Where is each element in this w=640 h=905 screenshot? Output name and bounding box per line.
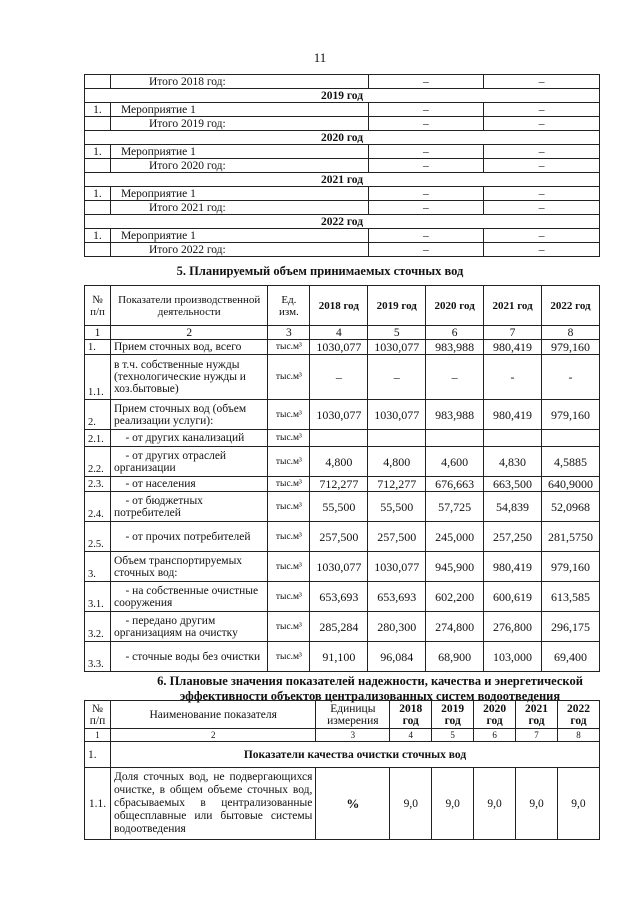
value-cell: 653,693 [310, 582, 368, 612]
col-number: 6 [426, 326, 484, 340]
value-cell: – [484, 145, 600, 159]
value-cell: 281,5750 [542, 522, 600, 552]
value-cell: 979,160 [542, 340, 600, 355]
event-row [85, 187, 600, 201]
value-cell: - [484, 355, 542, 400]
event-label: Мероприятие 1 [110, 145, 368, 159]
table-header-row [85, 701, 600, 729]
col-number: 6 [474, 729, 516, 742]
value-cell: 68,900 [426, 642, 484, 672]
value-cell [426, 430, 484, 447]
value-cell: 600,619 [484, 582, 542, 612]
value-cell: – [484, 159, 600, 173]
value-cell: 57,725 [426, 492, 484, 522]
value-cell: – [484, 243, 600, 257]
unit-cell: тыс.м³ [268, 340, 310, 355]
value-cell: 274,800 [426, 612, 484, 642]
indicator-label: - сточные воды без очистки [110, 642, 268, 672]
header-2021: 2021 год [516, 701, 558, 729]
header-unit: Единицы измерения [316, 701, 390, 729]
section-6-title: 6. Плановые значения показателей надежности, качества и энергетической эффективности объектов централизованных систем водоотведения [157, 674, 583, 703]
value-cell: – [368, 159, 484, 173]
value-cell: 653,693 [368, 582, 426, 612]
unit-cell: тыс.м³ [268, 492, 310, 522]
col-number: 1 [85, 326, 111, 340]
year-row [85, 215, 600, 229]
value-cell: 676,663 [426, 477, 484, 492]
header-2018: 2018 год [390, 701, 432, 729]
value-cell: – [484, 75, 600, 89]
value-cell: 9,0 [390, 768, 432, 840]
event-row [85, 103, 600, 117]
value-cell: – [368, 187, 484, 201]
value-cell: 96,084 [368, 642, 426, 672]
value-cell: 55,500 [368, 492, 426, 522]
value-cell: 4,830 [484, 447, 542, 477]
unit-cell: тыс.м³ [268, 642, 310, 672]
row-number: 2.3. [85, 477, 111, 492]
col-number: 2 [110, 729, 315, 742]
value-cell: 9,0 [516, 768, 558, 840]
table-row [85, 612, 600, 642]
unit-cell: тыс.м³ [268, 447, 310, 477]
table-row [85, 582, 600, 612]
value-cell: – [368, 145, 484, 159]
page-number: 11 [313, 50, 327, 65]
header-2022: 2022 год [557, 701, 599, 729]
event-label: Мероприятие 1 [110, 187, 368, 201]
value-cell: 9,0 [474, 768, 516, 840]
total-label: Итого 2019 год: [110, 117, 368, 131]
header-2019: 2019 год [368, 286, 426, 326]
table-row [85, 642, 600, 672]
value-cell: 4,800 [310, 447, 368, 477]
unit-cell: тыс.м³ [268, 430, 310, 447]
table-row [85, 492, 600, 522]
value-cell: 55,500 [310, 492, 368, 522]
event-row [85, 229, 600, 243]
value-cell: 9,0 [557, 768, 599, 840]
value-cell: - [542, 355, 600, 400]
unit-cell: тыс.м³ [268, 477, 310, 492]
value-cell: 602,200 [426, 582, 484, 612]
row-number [85, 201, 111, 215]
indicator-label: - на собственные очистные сооружения [110, 582, 268, 612]
value-cell: – [310, 355, 368, 400]
value-cell: 91,100 [310, 642, 368, 672]
value-cell: 1030,077 [310, 400, 368, 430]
value-cell: 4,800 [368, 447, 426, 477]
event-row [85, 159, 600, 173]
indicator-label: в т.ч. собственные нужды (технологические нужды и хоз.бытовые) [110, 355, 268, 400]
header-2020: 2020 год [426, 286, 484, 326]
event-row [85, 243, 600, 257]
value-cell: 712,277 [368, 477, 426, 492]
header-num: № п/п [85, 701, 111, 729]
indicator-label: Объем транспортируемых сточных вод: [110, 552, 268, 582]
table-row [85, 477, 600, 492]
row-number: 1. [85, 340, 111, 355]
value-cell: 1030,077 [310, 552, 368, 582]
event-row [85, 201, 600, 215]
value-cell: 257,500 [310, 522, 368, 552]
col-number: 7 [484, 326, 542, 340]
value-cell: – [484, 187, 600, 201]
value-cell: 980,419 [484, 552, 542, 582]
value-cell: 945,900 [426, 552, 484, 582]
header-num: № п/п [85, 286, 111, 326]
column-number-row [85, 326, 600, 340]
year-heading: 2020 год [85, 131, 600, 145]
table-row [85, 400, 600, 430]
value-cell: 1030,077 [368, 400, 426, 430]
year-heading: 2022 год [85, 215, 600, 229]
value-cell: 69,400 [542, 642, 600, 672]
row-number [85, 159, 111, 173]
col-number: 3 [268, 326, 310, 340]
year-row [85, 131, 600, 145]
value-cell [542, 430, 600, 447]
year-heading: 2021 год [85, 173, 600, 187]
indicator-label: - передано другим организациям на очистку [110, 612, 268, 642]
group-row [85, 742, 600, 768]
unit-cell: тыс.м³ [268, 522, 310, 552]
row-number [85, 117, 111, 131]
value-cell: – [368, 243, 484, 257]
table-row [85, 768, 600, 840]
value-cell: 640,9000 [542, 477, 600, 492]
col-number: 5 [432, 729, 474, 742]
section-5-title: 5. Планируемый объем принимаемых сточных вод [176, 264, 464, 278]
value-cell: 983,988 [426, 400, 484, 430]
unit-cell: тыс.м³ [268, 552, 310, 582]
value-cell: – [484, 201, 600, 215]
value-cell: 52,0968 [542, 492, 600, 522]
value-cell [484, 430, 542, 447]
unit-cell: % [316, 768, 390, 840]
value-cell [310, 430, 368, 447]
value-cell: 4,600 [426, 447, 484, 477]
header-2018: 2018 год [310, 286, 368, 326]
value-cell: 4,5885 [542, 447, 600, 477]
indicator-label: - от других канализаций [110, 430, 268, 447]
value-cell: 712,277 [310, 477, 368, 492]
value-cell: 9,0 [432, 768, 474, 840]
header-indicator: Показатели производственной деятельности [110, 286, 268, 326]
row-number: 3.3. [85, 642, 111, 672]
value-cell: – [368, 117, 484, 131]
column-number-row [85, 729, 600, 742]
row-number: 2. [85, 400, 111, 430]
col-number: 8 [557, 729, 599, 742]
indicator-label: Прием сточных вод (объем реализации услуги): [110, 400, 268, 430]
row-number: 1. [85, 103, 111, 117]
col-number: 1 [85, 729, 111, 742]
unit-cell: тыс.м³ [268, 355, 310, 400]
total-label: Итого 2022 год: [110, 243, 368, 257]
value-cell: 257,500 [368, 522, 426, 552]
row-number: 1. [85, 187, 111, 201]
header-unit: Ед. изм. [268, 286, 310, 326]
unit-cell: тыс.м³ [268, 400, 310, 430]
value-cell: 296,175 [542, 612, 600, 642]
row-number: 1. [85, 145, 111, 159]
row-number: 1.1. [85, 355, 111, 400]
value-cell: 285,284 [310, 612, 368, 642]
col-number: 8 [542, 326, 600, 340]
value-cell: 1030,077 [368, 552, 426, 582]
wastewater-volume-table [84, 285, 600, 672]
table-row [85, 447, 600, 477]
value-cell: – [368, 229, 484, 243]
table-row [85, 430, 600, 447]
group-num: 1. [85, 742, 111, 768]
value-cell: 613,585 [542, 582, 600, 612]
value-cell: 280,300 [368, 612, 426, 642]
total-label: Итого 2018 год: [110, 75, 368, 89]
value-cell: – [368, 103, 484, 117]
row-number: 3. [85, 552, 111, 582]
value-cell: – [484, 229, 600, 243]
row-number: 2.1. [85, 430, 111, 447]
indicator-label: - от населения [110, 477, 268, 492]
row-number [85, 75, 111, 89]
table-row [85, 522, 600, 552]
quality-indicators-table [84, 700, 600, 840]
value-cell: 983,988 [426, 340, 484, 355]
value-cell: 245,000 [426, 522, 484, 552]
row-number [85, 243, 111, 257]
year-heading: 2019 год [85, 89, 600, 103]
row-number: 2.2. [85, 447, 111, 477]
value-cell: – [484, 103, 600, 117]
row-number: 2.4. [85, 492, 111, 522]
value-cell: – [368, 201, 484, 215]
value-cell: 103,000 [484, 642, 542, 672]
col-number: 2 [110, 326, 268, 340]
row-number: 2.5. [85, 522, 111, 552]
col-number: 3 [316, 729, 390, 742]
value-cell [368, 430, 426, 447]
value-cell: 979,160 [542, 552, 600, 582]
table-row [85, 552, 600, 582]
event-label: Мероприятие 1 [110, 103, 368, 117]
row-number: 3.1. [85, 582, 111, 612]
header-2019: 2019 год [432, 701, 474, 729]
total-label: Итого 2021 год: [110, 201, 368, 215]
value-cell: 979,160 [542, 400, 600, 430]
header-name: Наименование показателя [110, 701, 315, 729]
col-number: 4 [390, 729, 432, 742]
col-number: 5 [368, 326, 426, 340]
indicator-label: Прием сточных вод, всего [110, 340, 268, 355]
value-cell: 257,250 [484, 522, 542, 552]
value-cell: 276,800 [484, 612, 542, 642]
col-number: 7 [516, 729, 558, 742]
event-label: Мероприятие 1 [110, 229, 368, 243]
indicator-label: Доля сточных вод, не подвергающихся очистке, в общем объеме сточных вод, сбрасываемых в централизованные общесплавные или бытовые системы водоотведения [110, 768, 315, 840]
table-header-row [85, 286, 600, 326]
value-cell: – [426, 355, 484, 400]
value-cell: 980,419 [484, 340, 542, 355]
unit-cell: тыс.м³ [268, 612, 310, 642]
total-label: Итого 2020 год: [110, 159, 368, 173]
value-cell: – [368, 75, 484, 89]
event-row [85, 117, 600, 131]
value-cell: 54,839 [484, 492, 542, 522]
table-row [85, 340, 600, 355]
value-cell: 980,419 [484, 400, 542, 430]
indicator-label: - от прочих потребителей [110, 522, 268, 552]
value-cell: 663,500 [484, 477, 542, 492]
col-number: 4 [310, 326, 368, 340]
year-row [85, 89, 600, 103]
unit-cell: тыс.м³ [268, 582, 310, 612]
year-row [85, 173, 600, 187]
row-number: 3.2. [85, 612, 111, 642]
row-number: 1. [85, 229, 111, 243]
value-cell: – [368, 355, 426, 400]
value-cell: 1030,077 [310, 340, 368, 355]
header-2022: 2022 год [542, 286, 600, 326]
value-cell: 1030,077 [368, 340, 426, 355]
table-row [85, 355, 600, 400]
header-2020: 2020 год [474, 701, 516, 729]
indicator-label: - от других отраслей организации [110, 447, 268, 477]
indicator-label: - от бюджетных потребителей [110, 492, 268, 522]
row-number: 1.1. [85, 768, 111, 840]
events-table [84, 74, 600, 257]
event-row [85, 75, 600, 89]
group-label: Показатели качества очистки сточных вод [110, 742, 599, 768]
value-cell: – [484, 117, 600, 131]
event-row [85, 145, 600, 159]
header-2021: 2021 год [484, 286, 542, 326]
